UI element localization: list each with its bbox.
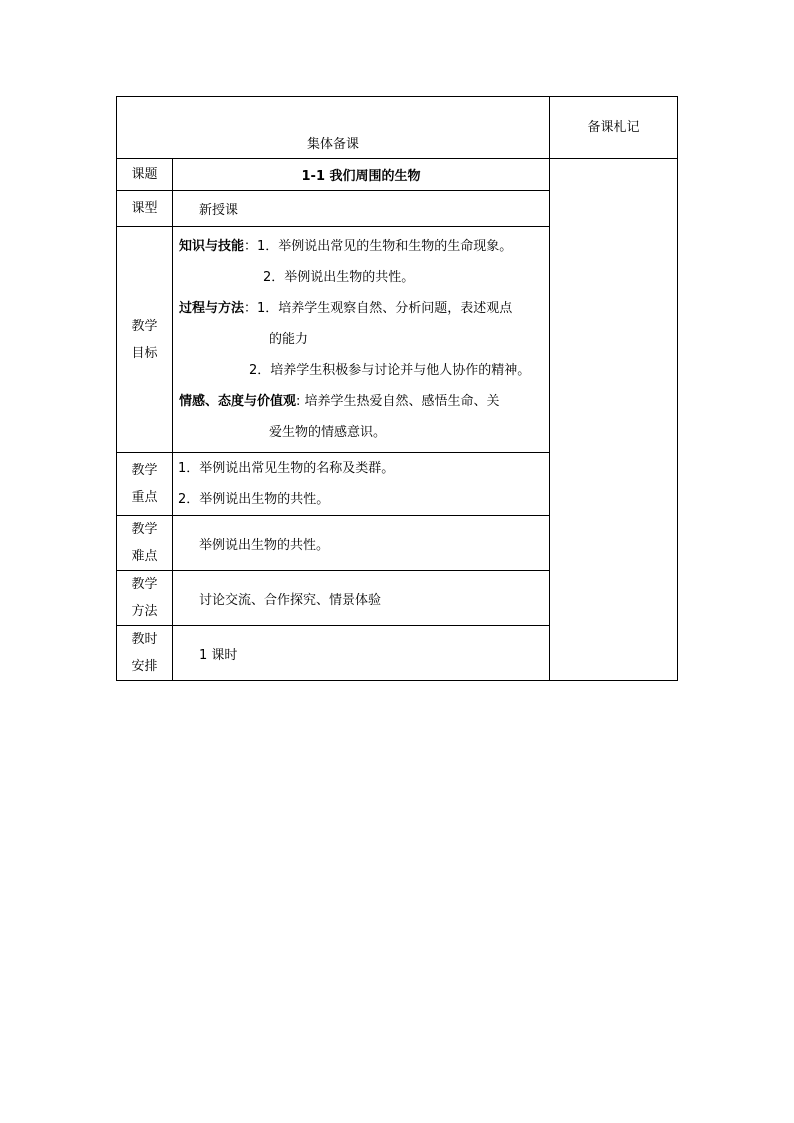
- schedule-value: 1 课时: [173, 626, 550, 681]
- key-points-content: [173, 453, 550, 516]
- notes-column: [550, 159, 678, 681]
- topic-label: 课题: [117, 159, 173, 191]
- type-value: 新授课: [173, 191, 550, 227]
- methods-label: 教学 方法: [117, 571, 173, 626]
- header-title: 集体备课: [307, 137, 360, 152]
- key-point-item: 2．举例说出生物的共性。: [178, 492, 330, 507]
- knowledge-heading: 知识与技能: [179, 239, 245, 254]
- objectives-content: [173, 227, 550, 453]
- process-line-1: 过程与方法：1．培养学生观察自然、分析问题，表述观点: [179, 301, 513, 316]
- objectives-label: 教学 目标: [117, 227, 173, 453]
- key-points-label: 教学 重点: [117, 453, 173, 516]
- notes-header-cell: [550, 97, 678, 159]
- emotion-line-1b: 爱生物的情感意识。: [269, 425, 387, 440]
- knowledge-line-2: 2．举例说出生物的共性。: [263, 270, 415, 285]
- process-line-1b: 的能力: [269, 332, 309, 347]
- topic-value: 1-1 我们周围的生物: [173, 159, 550, 191]
- process-heading: 过程与方法: [179, 301, 245, 316]
- difficulties-label: 教学 难点: [117, 516, 173, 571]
- knowledge-line-1: 知识与技能：1．举例说出常见的生物和生物的生命现象。: [179, 239, 513, 254]
- schedule-label: 教时 安排: [117, 626, 173, 681]
- lesson-plan-table: [116, 96, 678, 681]
- type-label: 课型: [117, 191, 173, 227]
- methods-value: 讨论交流、合作探究、情景体验: [173, 571, 550, 626]
- emotion-line-1: 情感、态度与价值观: 培养学生热爱自然、感悟生命、关: [179, 394, 500, 409]
- notes-title: 备课札记: [587, 120, 640, 135]
- difficulties-value: 举例说出生物的共性。: [173, 516, 550, 571]
- key-point-item: 1．举例说出常见生物的名称及类群。: [178, 461, 395, 476]
- header-title-cell: [117, 97, 550, 159]
- process-line-2: 2．培养学生积极参与讨论并与他人协作的精神。: [249, 363, 531, 378]
- emotion-heading: 情感、态度与价值观: [179, 394, 297, 409]
